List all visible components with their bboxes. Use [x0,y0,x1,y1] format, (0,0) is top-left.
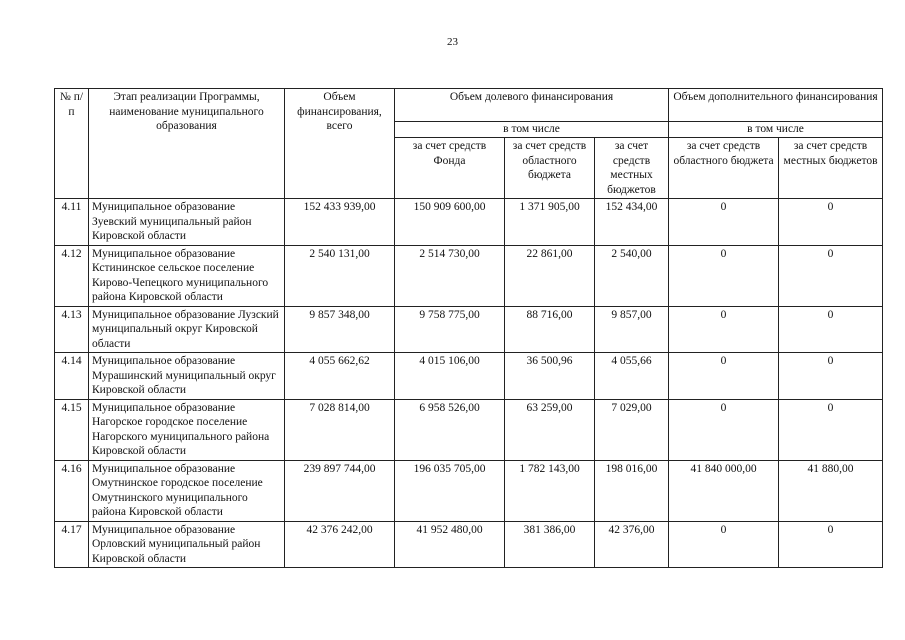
row-fund: 2 514 730,00 [395,245,505,306]
row-local: 9 857,00 [595,306,669,353]
row-fund: 196 035 705,00 [395,460,505,521]
row-num: 4.13 [55,306,89,353]
row-add-local: 0 [779,353,883,400]
row-total: 9 857 348,00 [285,306,395,353]
financing-table [54,88,883,568]
header-fund: за счет средств Фонда [395,138,505,199]
row-add-regional: 41 840 000,00 [669,460,779,521]
row-num: 4.17 [55,521,89,568]
header-additional-financing: Объем дополнительного финансирования [669,89,883,122]
table-row [55,245,883,306]
row-fund: 9 758 775,00 [395,306,505,353]
table-row [55,460,883,521]
table-row [55,353,883,400]
row-name: Муниципальное образование Лузский муниципальный округ Кировской области [89,306,285,353]
row-regional: 1 782 143,00 [505,460,595,521]
row-total: 4 055 662,62 [285,353,395,400]
row-add-local: 0 [779,399,883,460]
table-row [55,306,883,353]
row-num: 4.11 [55,199,89,246]
header-share-including: в том числе [395,122,669,138]
header-add-regional: за счет средств областного бюджета [669,138,779,199]
row-local: 152 434,00 [595,199,669,246]
table-row [55,521,883,568]
row-regional: 22 861,00 [505,245,595,306]
row-add-local: 0 [779,245,883,306]
row-num: 4.16 [55,460,89,521]
row-fund: 6 958 526,00 [395,399,505,460]
row-add-regional: 0 [669,199,779,246]
row-add-local: 0 [779,199,883,246]
row-add-regional: 0 [669,306,779,353]
row-num: 4.14 [55,353,89,400]
row-num: 4.12 [55,245,89,306]
row-regional: 36 500,96 [505,353,595,400]
row-name: Муниципальное образование Орловский муниципальный район Кировской области [89,521,285,568]
header-num: № п/п [55,89,89,199]
row-local: 4 055,66 [595,353,669,400]
header-regional: за счет средств областного бюджета [505,138,595,199]
row-name: Муниципальное образование Кстининское сельское поселение Кирово-Чепецкого муниципального района Кировской области [89,245,285,306]
row-num: 4.15 [55,399,89,460]
row-add-regional: 0 [669,521,779,568]
row-add-regional: 0 [669,353,779,400]
row-fund: 4 015 106,00 [395,353,505,400]
row-name: Муниципальное образование Мурашинский муниципальный округ Кировской области [89,353,285,400]
row-local: 7 029,00 [595,399,669,460]
header-add-local: за счет средств местных бюджетов [779,138,883,199]
row-fund: 41 952 480,00 [395,521,505,568]
row-local: 2 540,00 [595,245,669,306]
table-row [55,199,883,246]
row-total: 152 433 939,00 [285,199,395,246]
header-local: за счет средств местных бюджетов [595,138,669,199]
row-add-regional: 0 [669,245,779,306]
row-name: Муниципальное образование Нагорское городское поселение Нагорского муниципального района Кировской области [89,399,285,460]
row-total: 42 376 242,00 [285,521,395,568]
row-fund: 150 909 600,00 [395,199,505,246]
row-local: 198 016,00 [595,460,669,521]
row-regional: 381 386,00 [505,521,595,568]
row-add-local: 0 [779,306,883,353]
row-total: 7 028 814,00 [285,399,395,460]
header-stage: Этап реализации Программы, наименование муниципального образования [89,89,285,199]
header-total: Объем финансирования, всего [285,89,395,199]
row-local: 42 376,00 [595,521,669,568]
row-regional: 63 259,00 [505,399,595,460]
row-add-local: 41 880,00 [779,460,883,521]
row-name: Муниципальное образование Зуевский муниципальный район Кировской области [89,199,285,246]
row-total: 239 897 744,00 [285,460,395,521]
row-total: 2 540 131,00 [285,245,395,306]
header-share-financing: Объем долевого финансирования [395,89,669,122]
row-add-local: 0 [779,521,883,568]
row-name: Муниципальное образование Омутнинское городское поселение Омутнинского муниципального района Кировской области [89,460,285,521]
page-number: 23 [447,36,458,48]
row-regional: 1 371 905,00 [505,199,595,246]
row-regional: 88 716,00 [505,306,595,353]
row-add-regional: 0 [669,399,779,460]
table-row [55,399,883,460]
header-additional-including: в том числе [669,122,883,138]
